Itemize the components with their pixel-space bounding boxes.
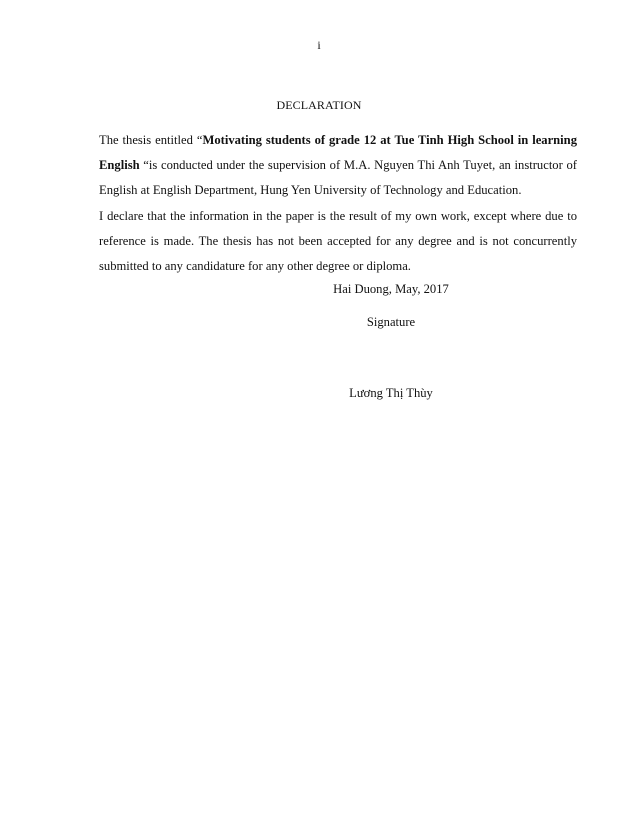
thesis-title: Motivating students of grade 12 at Tue Tinh High School in learning English [99, 133, 577, 172]
declaration-paragraph-1 [99, 128, 577, 203]
place-date: Hai Duong, May, 2017 [333, 282, 449, 296]
paragraph-1-rest: “is conducted under the supervision of M.A. Nguyen Thi Anh Tuyet, an instructor of English at English Department, Hung Yen University of Technology and Education. [99, 158, 577, 197]
declaration-heading: DECLARATION [276, 98, 362, 112]
page-number: i [317, 38, 321, 52]
paragraph-1-intro: The thesis entitled “ [99, 133, 203, 147]
author-name: Lương Thị Thùy [349, 386, 433, 400]
signature-label: Signature [366, 315, 416, 329]
declaration-paragraph-2: I declare that the information in the paper is the result of my own work, except where due to reference is made. The thesis has not been accepted for any degree and is not concurrently submitted to any candidature for any other degree or diploma. [99, 209, 577, 273]
